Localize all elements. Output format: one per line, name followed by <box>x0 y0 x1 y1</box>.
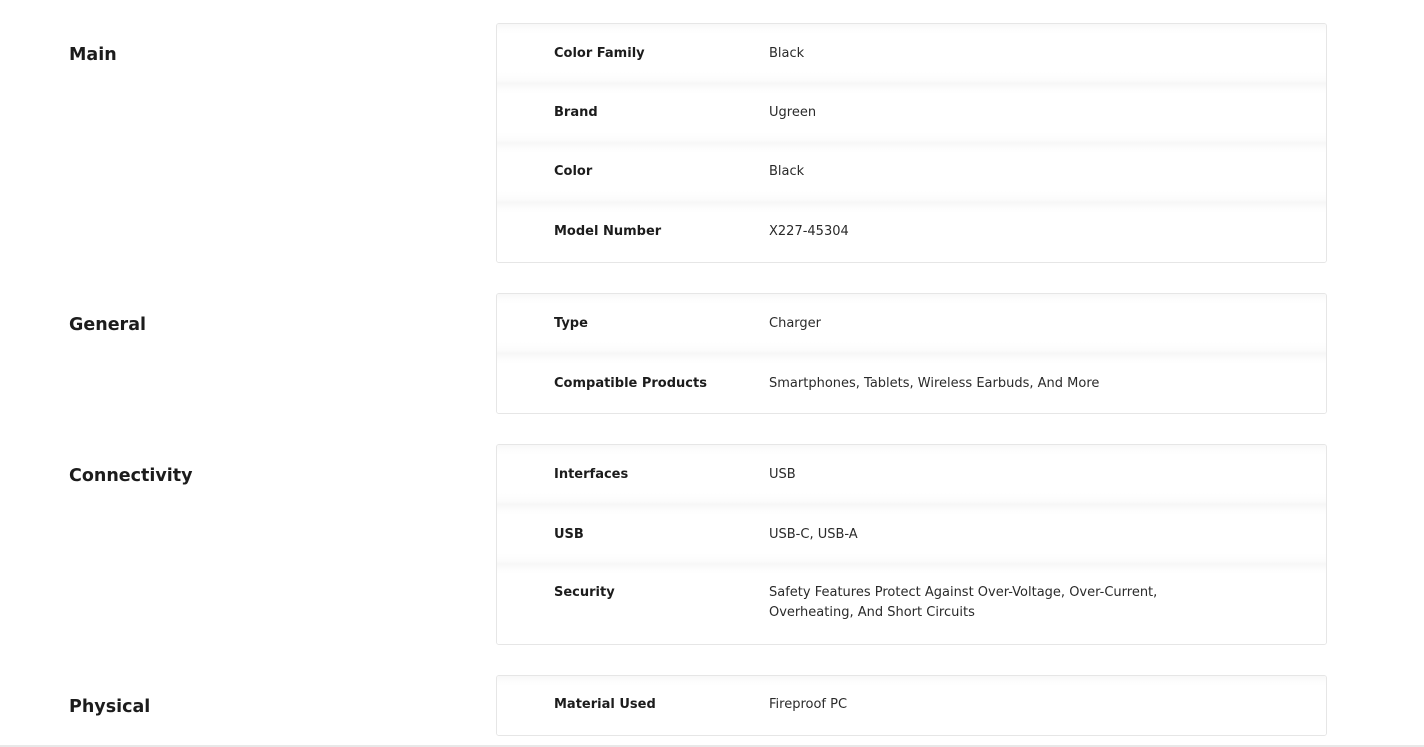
spec-row <box>497 84 1326 144</box>
spec-value: Black <box>769 46 805 61</box>
spec-value: Charger <box>769 316 821 331</box>
spec-value: Fireproof PC <box>769 697 848 712</box>
section-title-main: Main <box>69 45 117 65</box>
spec-key: Model Number <box>554 223 662 239</box>
spec-row <box>497 676 1326 736</box>
spec-row <box>497 24 1326 84</box>
spec-key: Brand <box>554 104 598 120</box>
section-title-general: General <box>69 315 146 335</box>
spec-value: Safety Features Protect Against Over-Voltage, Over-Current, Overheating, And Short Circuits <box>769 585 1158 620</box>
spec-row <box>497 203 1326 263</box>
spec-key: Security <box>554 585 615 600</box>
spec-value: X227-45304 <box>769 223 849 239</box>
spec-key: Color Family <box>554 46 645 61</box>
spec-table-connectivity <box>496 444 1327 645</box>
spec-table-main <box>496 23 1327 263</box>
spec-row <box>497 143 1326 203</box>
spec-key: Material Used <box>554 697 656 712</box>
spec-key: Compatible Products <box>554 375 707 391</box>
spec-table-general <box>496 293 1327 414</box>
spec-value: Smartphones, Tablets, Wireless Earbuds, And More <box>769 375 1100 391</box>
spec-key: Type <box>554 316 588 331</box>
spec-value: USB-C, USB-A <box>769 526 858 542</box>
spec-key: Interfaces <box>554 467 629 482</box>
spec-table-physical <box>496 675 1327 736</box>
spec-value: Black <box>769 164 805 179</box>
section-title-connectivity: Connectivity <box>69 466 193 486</box>
section-title-physical: Physical <box>69 697 151 717</box>
spec-value: Ugreen <box>769 104 817 120</box>
spec-row <box>497 445 1326 505</box>
spec-row <box>497 564 1326 644</box>
spec-row <box>497 505 1326 565</box>
spec-key: USB <box>554 526 584 542</box>
spec-row <box>497 294 1326 354</box>
spec-row <box>497 354 1326 414</box>
spec-key: Color <box>554 164 593 179</box>
spec-value: USB <box>769 467 796 482</box>
